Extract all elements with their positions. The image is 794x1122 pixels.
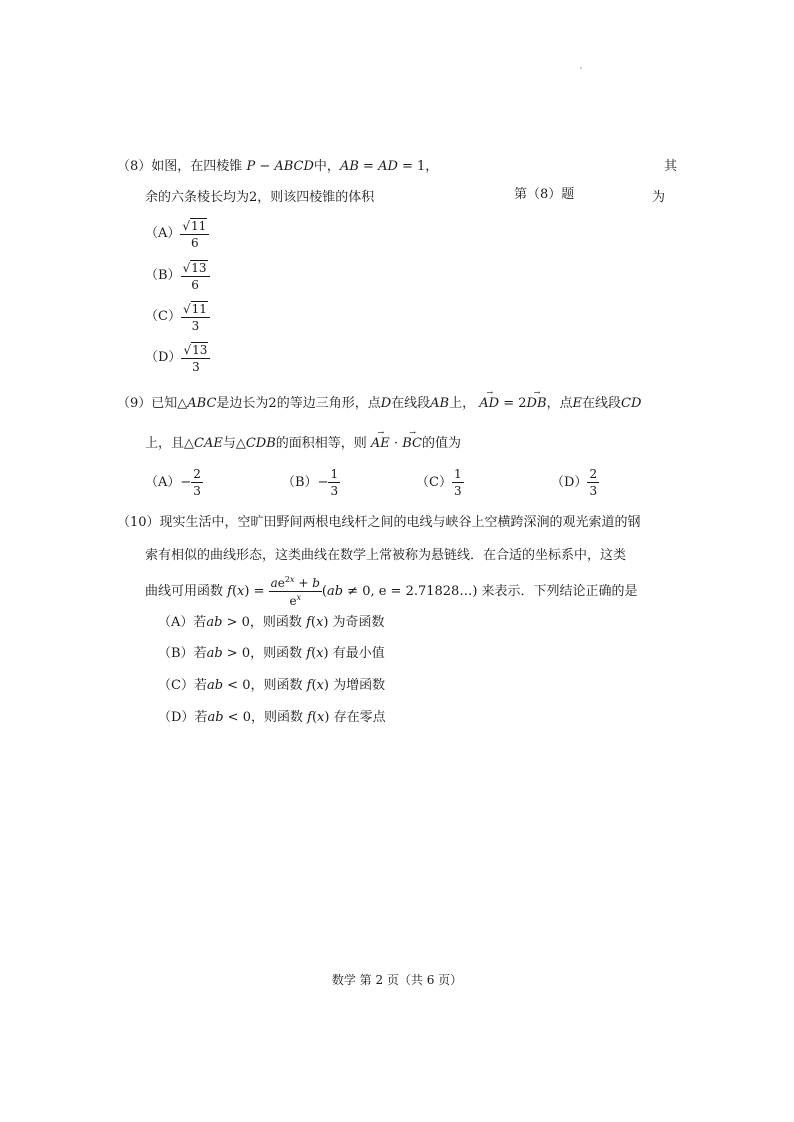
q10-option-b: （B）若ab > 0，则函数 f(x) 有最小值 (158, 646, 385, 661)
q10-number: （10） (117, 515, 160, 530)
page-footer: 数学 第 2 页（共 6 页） (331, 973, 463, 987)
q10-option-c: （C）若ab < 0，则函数 f(x) 为增函数 (158, 678, 386, 693)
q8-figure-label: 第（8）题 (514, 187, 575, 202)
q8-option-b: （B） $\frac{√13}{6}$ (145, 260, 210, 291)
q10-option-a: （A）若ab > 0，则函数 f(x) 为奇函数 (158, 615, 385, 630)
q9-number: （9） (117, 396, 152, 411)
q8-option-c: （C） $\frac{√11}{3}$ (145, 301, 210, 332)
q8-line-1: （8）如图，在四棱锥 P − ABCD中，AB = AD = 1， (117, 159, 439, 174)
q8-number: （8） (117, 159, 152, 174)
q8-line-2: 余的六条棱长均为2，则该四棱锥的体积 (145, 190, 375, 205)
q10-line-1: （10）现实生活中，空旷田野间两根电线杆之间的电线与峡谷上空横跨深涧的观光索道的钢 (117, 515, 641, 530)
scan-speck (580, 67, 582, 69)
q9-line-1: （9）已知△ABC是边长为2的等边三角形，点D在线段AB上， → AD = 2 → DB，点E在线段CD (117, 388, 642, 411)
q9-option-a: （A）− $\frac{2}{3}$ (145, 467, 201, 498)
q9-option-d: （D） $\frac{2}{3}$ (551, 467, 598, 498)
q8-option-a: （A） $\frac{√11}{6}$ (145, 218, 209, 249)
q9-option-c: （C） $\frac{1}{3}$ (416, 467, 462, 498)
q10-line-2: 索有相似的曲线形态，这类曲线在数学上常被称为悬链线．在合适的坐标系中，这类 (145, 548, 627, 563)
q9-option-b: （B）− $\frac{1}{3}$ (282, 467, 339, 498)
q10-line-3: 曲线可用函数 f(x) = $\frac{ae^{2x} + b}{e^x}$ (ab ≠ 0, e = 2.71828…) 来表示．下列结论正确的是 (145, 575, 638, 608)
q10-option-d: （D）若ab < 0，则函数 f(x) 存在零点 (158, 710, 386, 725)
q8-option-d: （D） $\frac{√13}{3}$ (145, 342, 210, 373)
q8-line-2-tail: 为 (652, 190, 666, 205)
q8-line-1-tail: 其 (664, 159, 678, 174)
q9-line-2: 上，且△CAE与△CDB的面积相等，则 → AE · → BC的值为 (145, 428, 461, 451)
